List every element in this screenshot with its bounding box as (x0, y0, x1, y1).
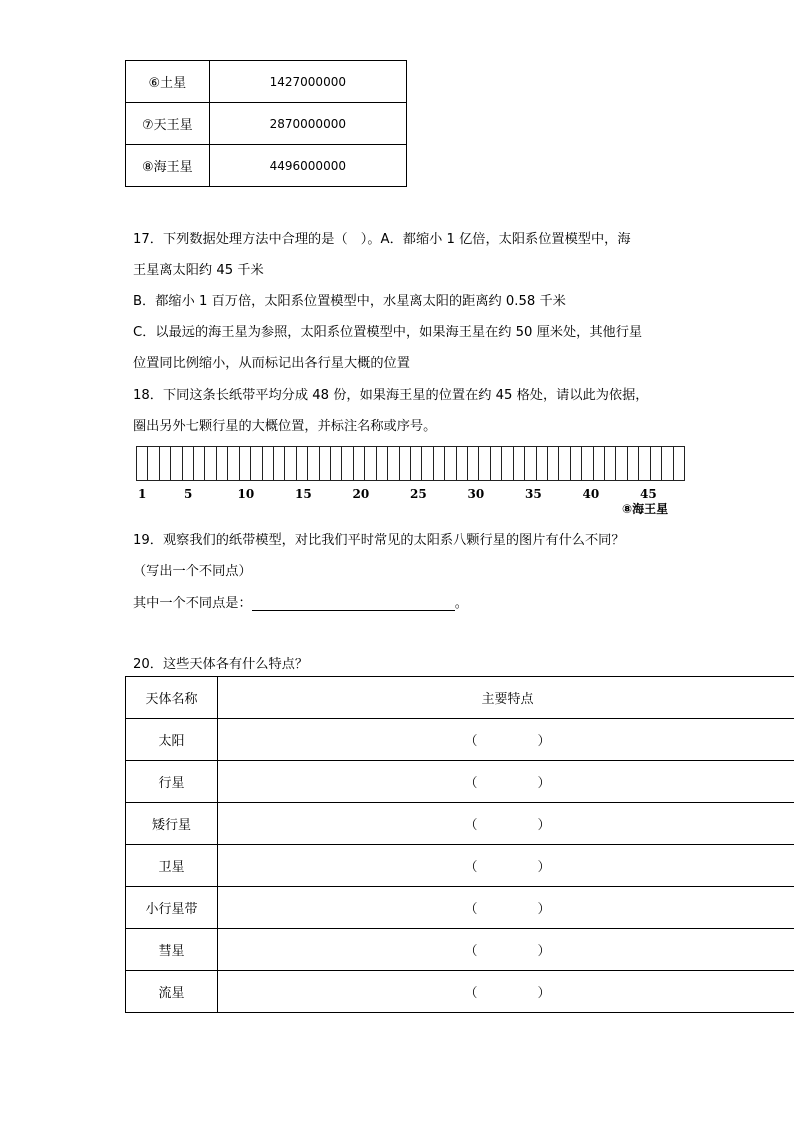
strip-cell[interactable] (331, 447, 342, 480)
strip-cell[interactable] (548, 447, 559, 480)
strip-cell[interactable] (674, 447, 685, 480)
strip-cell[interactable] (263, 447, 274, 480)
strip-cell[interactable] (525, 447, 536, 480)
q18-line-1: 18．下同这条长纸带平均分成 48 份，如果海王星的位置在约 45 格处，请以此为依据， (133, 388, 649, 403)
strip-cell[interactable] (377, 447, 388, 480)
celestial-name: 太阳 (126, 719, 218, 761)
strip-cell[interactable] (491, 447, 502, 480)
celestial-name: 彗星 (126, 929, 218, 971)
strip-cell[interactable] (148, 447, 159, 480)
strip-tick-label: 5 (184, 487, 193, 501)
strip-cell[interactable] (502, 447, 513, 480)
paren-open: （ (464, 818, 478, 833)
strip-cell[interactable] (445, 447, 456, 480)
strip-cell[interactable] (251, 447, 262, 480)
strip-tick-labels (0, 487, 794, 507)
strip-tick-label: 20 (352, 487, 370, 501)
q17-line-1: 17．下列数据处理方法中合理的是（ ）。A．都缩小 1 亿倍，太阳系位置模型中，海 (133, 232, 631, 247)
strip-cell[interactable] (297, 447, 308, 480)
strip-cell[interactable] (422, 447, 433, 480)
planet-distance-table (125, 60, 407, 187)
feature-answer-cell[interactable] (217, 845, 794, 887)
paren-open: （ (464, 902, 478, 917)
strip-cell[interactable] (240, 447, 251, 480)
celestial-row (126, 761, 794, 803)
celestial-name: 小行星带 (126, 887, 218, 929)
strip-cell[interactable] (320, 447, 331, 480)
strip-tick-label: 10 (237, 487, 255, 501)
celestial-row (126, 887, 794, 929)
q19-answer-suffix: 。 (454, 596, 468, 611)
q18-line-2: 圈出另外七颗行星的大概位置，并标注名称或序号。 (133, 419, 437, 434)
strip-cell[interactable] (400, 447, 411, 480)
q19-answer-row (133, 592, 468, 611)
planet-distance-value: 1427000000 (209, 61, 406, 103)
paren-open: （ (464, 734, 478, 749)
strip-cell[interactable] (662, 447, 673, 480)
strip-cell[interactable] (365, 447, 376, 480)
strip-cell[interactable] (354, 447, 365, 480)
celestial-name: 行星 (126, 761, 218, 803)
feature-answer-cell[interactable] (217, 887, 794, 929)
q19-line-1: 19．观察我们的纸带模型，对比我们平时常见的太阳系八颗行星的图片有什么不同？ (133, 533, 625, 548)
celestial-name: 矮行星 (126, 803, 218, 845)
planet-row (126, 61, 407, 103)
strip-cell[interactable] (171, 447, 182, 480)
paren-close: ） (537, 986, 551, 1001)
strip-cell[interactable] (308, 447, 319, 480)
strip-cell[interactable] (571, 447, 582, 480)
celestial-row (126, 845, 794, 887)
paren-close: ） (537, 860, 551, 875)
planet-row (126, 145, 407, 187)
strip-cell[interactable] (160, 447, 171, 480)
planet-name: ⑧海王星 (126, 145, 210, 187)
paren-close: ） (537, 734, 551, 749)
q17-option-b: B．都缩小 1 百万倍，太阳系位置模型中，水星离太阳的距离约 0.58 千米 (133, 294, 566, 309)
celestial-name: 流星 (126, 971, 218, 1013)
feature-answer-cell[interactable] (217, 971, 794, 1013)
strip-cell[interactable] (411, 447, 422, 480)
feature-answer-cell[interactable] (217, 929, 794, 971)
strip-tick-label: 25 (410, 487, 427, 501)
strip-cell[interactable] (137, 447, 148, 480)
feature-answer-cell[interactable] (217, 719, 794, 761)
strip-tick-label: 45 (640, 487, 657, 501)
paper-strip[interactable] (136, 446, 685, 481)
strip-cell[interactable] (457, 447, 468, 480)
celestial-row (126, 719, 794, 761)
strip-tick-label: 1 (138, 487, 147, 501)
paren-close: ） (537, 776, 551, 791)
strip-cell[interactable] (594, 447, 605, 480)
strip-cell[interactable] (617, 447, 628, 480)
paren-open: （ (464, 860, 478, 875)
celestial-row (126, 971, 794, 1013)
strip-cell[interactable] (480, 447, 491, 480)
celestial-row (126, 803, 794, 845)
strip-cell[interactable] (217, 447, 228, 480)
q19-answer-prefix: 其中一个不同点是： (133, 596, 252, 611)
header-main-feature: 主要特点 (217, 677, 794, 719)
strip-cell[interactable] (434, 447, 445, 480)
strip-cell[interactable] (628, 447, 639, 480)
q19-answer-blank[interactable] (252, 596, 455, 611)
feature-answer-cell[interactable] (217, 803, 794, 845)
strip-tick-label: 15 (295, 487, 312, 501)
strip-cell[interactable] (228, 447, 239, 480)
strip-cell[interactable] (206, 447, 217, 480)
strip-tick-label: 40 (582, 487, 600, 501)
celestial-features-table (125, 676, 794, 1013)
paren-open: （ (464, 944, 478, 959)
strip-cell[interactable] (639, 447, 650, 480)
planet-name: ⑥土星 (126, 61, 210, 103)
strip-cell[interactable] (468, 447, 479, 480)
strip-cell[interactable] (514, 447, 525, 480)
header-celestial-name: 天体名称 (126, 677, 218, 719)
paren-close: ） (537, 902, 551, 917)
strip-cell[interactable] (194, 447, 205, 480)
planet-row (126, 103, 407, 145)
paren-close: ） (537, 944, 551, 959)
planet-distance-value: 4496000000 (209, 145, 406, 187)
q17-line-2: 王星离太阳约 45 千米 (133, 263, 264, 278)
planet-distance-value: 2870000000 (209, 103, 406, 145)
celestial-name: 卫星 (126, 845, 218, 887)
strip-cell[interactable] (582, 447, 593, 480)
strip-cell[interactable] (559, 447, 570, 480)
strip-cell[interactable] (605, 447, 616, 480)
strip-cell[interactable] (651, 447, 662, 480)
q17-option-c-line-1: C．以最远的海王星为参照，太阳系位置模型中，如果海王星在约 50 厘米处，其他行星 (133, 325, 643, 340)
strip-cell[interactable] (388, 447, 399, 480)
q19-line-2: （写出一个不同点） (133, 564, 252, 579)
strip-cell[interactable] (537, 447, 548, 480)
planet-name: ⑦天王星 (126, 103, 210, 145)
strip-cell[interactable] (285, 447, 296, 480)
strip-tick-label: 35 (525, 487, 542, 501)
paren-close: ） (537, 818, 551, 833)
strip-tick-label: 30 (467, 487, 485, 501)
celestial-row (126, 929, 794, 971)
q20-title: 20．这些天体各有什么特点？ (133, 657, 309, 672)
strip-cell[interactable] (343, 447, 354, 480)
paren-open: （ (464, 986, 478, 1001)
feature-answer-cell[interactable] (217, 761, 794, 803)
strip-cell[interactable] (183, 447, 194, 480)
paren-open: （ (464, 776, 478, 791)
q17-option-c-line-2: 位置同比例缩小，从而标记出各行星大概的位置 (133, 356, 410, 371)
strip-cell[interactable] (274, 447, 285, 480)
neptune-marker-label: ⑧海王星 (622, 502, 669, 516)
